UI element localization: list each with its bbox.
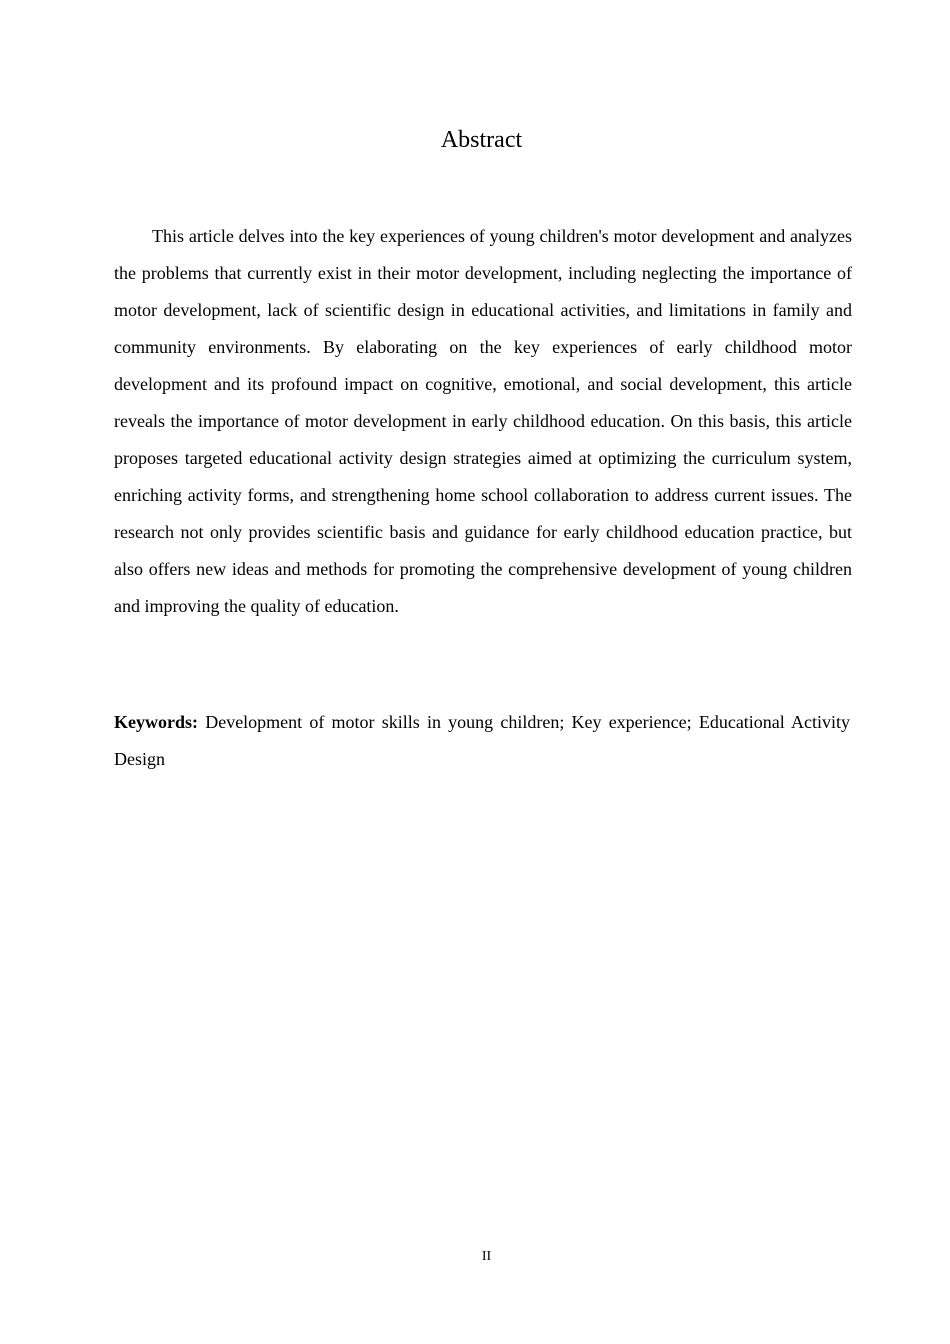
keywords-line [114,704,850,778]
abstract-heading: Abstract [440,127,523,153]
page-number: II [481,1249,492,1264]
keywords-text: Development of motor skills in young children; Key experience; Educational Activity Design [114,712,850,769]
keywords-label: Keywords: [114,712,198,732]
abstract-paragraph: This article delves into the key experiences of young children's motor development and analyzes the problems that currently exist in their motor development, including neglecting the importance of motor development, lack of scientific design in educational activities, and limitations in family and community environments. By elaborating on the key experiences of early childhood motor development and its profound impact on cognitive, emotional, and social development, this article reveals the importance of motor development in early childhood education. On this basis, this article proposes targeted educational activity design strategies aimed at optimizing the curriculum system, enriching activity forms, and strengthening home school collaboration to address current issues. The research not only provides scientific basis and guidance for early childhood education practice, but also offers new ideas and methods for promoting the comprehensive development of young children and improving the quality of education. [114,226,852,616]
